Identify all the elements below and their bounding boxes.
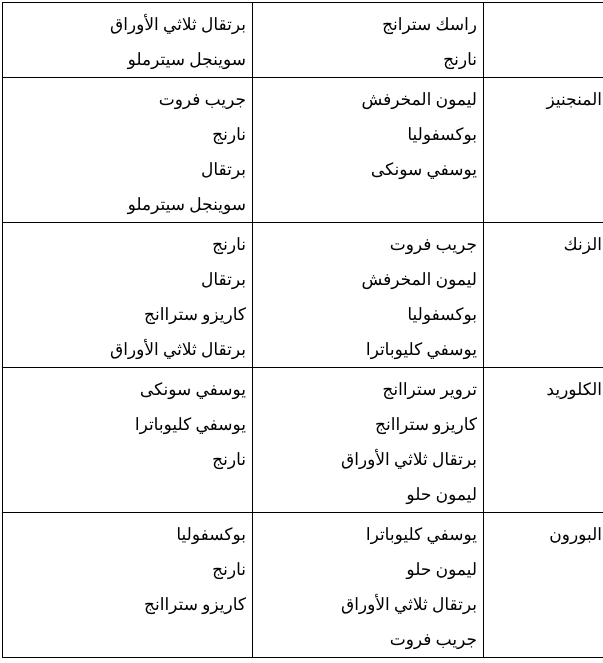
- list-item: نارنج: [212, 450, 246, 469]
- list-item: جريب فروت: [158, 90, 246, 109]
- list-item: يوسفي كليوباترا: [134, 415, 246, 434]
- list-item: كاريزو ستراانج: [144, 595, 246, 614]
- list-item: برتقال ثلاثي الأوراق: [341, 595, 477, 614]
- element-cell: [484, 3, 603, 78]
- element-cell: [484, 368, 603, 513]
- element-cell: [484, 78, 603, 223]
- list-item: بوكسفوليا: [407, 305, 477, 324]
- list-item: راسك سترانج: [382, 15, 477, 34]
- element-cell: [484, 223, 603, 368]
- element-name: البورون: [549, 525, 602, 544]
- list-item: جريب فروت: [389, 630, 477, 649]
- group-a-cell: [253, 223, 484, 368]
- list-item: يوسفي كليوباترا: [365, 340, 477, 359]
- table-row: [3, 513, 603, 658]
- list-item: يوسفي سونكى: [139, 380, 246, 399]
- group-a-cell: [253, 3, 484, 78]
- element-name: [490, 7, 602, 42]
- list-item: يوسفي كليوباترا: [365, 525, 477, 544]
- list-item: بوكسفوليا: [407, 125, 477, 144]
- list-item: ليمون المخرفش: [361, 90, 477, 109]
- rootstock-table: [2, 2, 603, 658]
- table-row: [3, 3, 603, 78]
- list-item: كاريزو ستراانج: [144, 305, 246, 324]
- element-cell: [484, 513, 603, 658]
- list-item: كاريزو ستراانج: [375, 415, 477, 434]
- list-item: برتقال: [201, 160, 246, 179]
- list-item: ليمون حلو: [406, 560, 477, 579]
- table-row: [3, 223, 603, 368]
- group-a-cell: [253, 513, 484, 658]
- list-item: سوينجل سيترملو: [127, 50, 246, 69]
- element-name: المنجنيز: [546, 90, 602, 109]
- group-a-cell: [253, 368, 484, 513]
- element-name: الكلوريد: [546, 380, 602, 399]
- group-b-cell: [3, 368, 253, 513]
- list-item: نارنج: [443, 50, 477, 69]
- list-item: تروير ستراانج: [382, 380, 477, 399]
- group-b-cell: [3, 3, 253, 78]
- list-item: برتقال: [201, 270, 246, 289]
- group-b-cell: [3, 513, 253, 658]
- list-item: برتقال ثلاثي الأوراق: [110, 15, 246, 34]
- list-item: برتقال ثلاثي الأوراق: [110, 340, 246, 359]
- group-b-cell: [3, 223, 253, 368]
- list-item: يوسفي سونكى: [370, 160, 477, 179]
- table-row: [3, 78, 603, 223]
- list-item: سوينجل سيترملو: [127, 195, 246, 214]
- group-a-cell: [253, 78, 484, 223]
- table-row: [3, 368, 603, 513]
- list-item: نارنج: [212, 235, 246, 254]
- list-item: جريب فروت: [389, 235, 477, 254]
- list-item: برتقال ثلاثي الأوراق: [341, 450, 477, 469]
- list-item: ليمون المخرفش: [361, 270, 477, 289]
- list-item: بوكسفوليا: [176, 525, 246, 544]
- element-name: الزنك: [563, 235, 602, 254]
- list-item: نارنج: [212, 125, 246, 144]
- group-b-cell: [3, 78, 253, 223]
- list-item: نارنج: [212, 560, 246, 579]
- list-item: ليمون حلو: [406, 485, 477, 504]
